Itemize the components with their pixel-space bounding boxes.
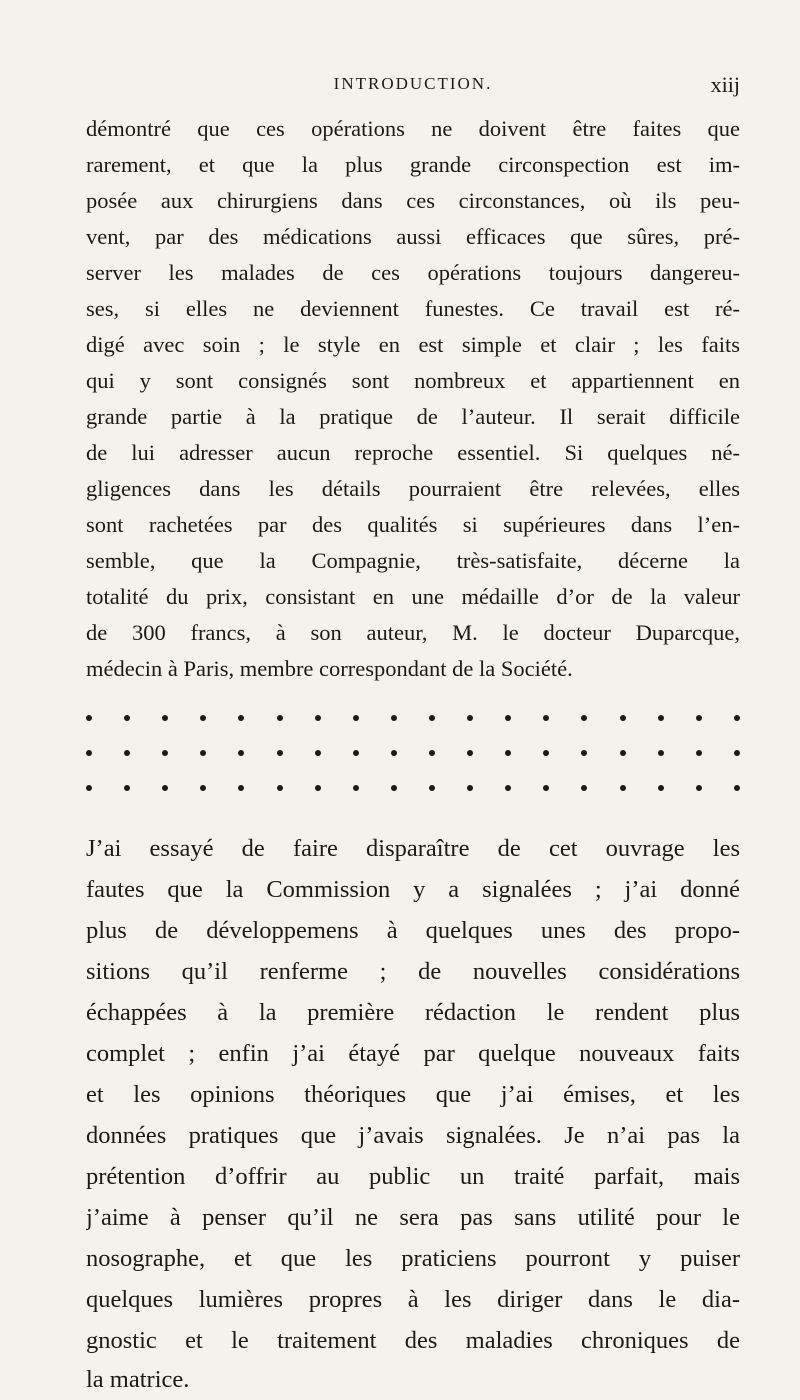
ellipsis-dot	[238, 785, 244, 791]
ellipsis-dot	[200, 785, 206, 791]
ellipsis-row	[86, 747, 740, 759]
ellipsis-dot	[162, 715, 168, 721]
paragraph-line: posée aux chirurgiens dans ces circonstances, où ils peu-	[86, 190, 740, 213]
ellipsis-dot	[581, 750, 587, 756]
paragraph-line: digé avec soin ; le style en est simple et clair ; les faits	[86, 334, 740, 357]
ellipsis-dot	[620, 715, 626, 721]
ellipsis-dot	[429, 785, 435, 791]
paragraph-line: données pratiques que j’avais signalées. Je n’ai pas la	[86, 1124, 740, 1149]
paragraph-line: j’aime à penser qu’il ne sera pas sans utilité pour le	[86, 1206, 740, 1231]
ellipsis-dot	[200, 715, 206, 721]
ellipsis-dot	[467, 785, 473, 791]
ellipsis-dot	[620, 750, 626, 756]
running-head	[86, 72, 740, 102]
paragraph-line: totalité du prix, consistant en une médaille d’or de la valeur	[86, 586, 740, 609]
ellipsis-dot	[429, 750, 435, 756]
ellipsis-dot	[86, 750, 92, 756]
ellipsis-dot	[86, 715, 92, 721]
ellipsis-dot	[505, 785, 511, 791]
ellipsis-dot	[315, 750, 321, 756]
ellipsis-dot	[391, 750, 397, 756]
ellipsis-dot	[734, 715, 740, 721]
ellipsis-dot	[124, 750, 130, 756]
ellipsis-dot	[658, 715, 664, 721]
paragraph-line: fautes que la Commission y a signalées ; j’ai donné	[86, 878, 740, 903]
ellipsis-dot	[620, 785, 626, 791]
paragraph-line: sitions qu’il renferme ; de nouvelles considérations	[86, 960, 740, 985]
ellipsis-dot	[467, 715, 473, 721]
ellipsis-dot	[429, 715, 435, 721]
ellipsis-dot	[86, 785, 92, 791]
paragraph-line: gligences dans les détails pourraient être relevées, elles	[86, 478, 740, 501]
ellipsis-dot	[543, 785, 549, 791]
ellipsis-row	[86, 782, 740, 794]
running-title: INTRODUCTION.	[333, 74, 493, 93]
paragraph-line: de 300 francs, à son auteur, M. le docteur Duparcque,	[86, 622, 740, 645]
paragraph-line: échappées à la première rédaction le rendent plus	[86, 1001, 740, 1026]
paragraph-line: médecin à Paris, membre correspondant de la Société.	[86, 658, 573, 681]
paragraph-line: démontré que ces opérations ne doivent être faites que	[86, 118, 740, 141]
ellipsis-dot	[658, 750, 664, 756]
paragraph-line: sont rachetées par des qualités si supérieures dans l’en-	[86, 514, 740, 537]
paragraph-line: quelques lumières propres à les diriger dans le dia-	[86, 1288, 740, 1313]
paragraph-line: nosographe, et que les praticiens pourront y puiser	[86, 1247, 740, 1272]
ellipsis-dot	[200, 750, 206, 756]
ellipsis-dot	[353, 750, 359, 756]
paragraph-line: rarement, et que la plus grande circonspection est im-	[86, 154, 740, 177]
paragraph-line: prétention d’offrir au public un traité parfait, mais	[86, 1165, 740, 1190]
ellipsis-dot	[277, 750, 283, 756]
ellipsis-dot	[696, 785, 702, 791]
ellipsis-dot	[734, 750, 740, 756]
paragraph-line: J’ai essayé de faire disparaître de cet ouvrage les	[86, 837, 740, 862]
ellipsis-dot	[238, 750, 244, 756]
paragraph-line: plus de développemens à quelques unes des propo-	[86, 919, 740, 944]
ellipsis-dot	[734, 785, 740, 791]
ellipsis-dot	[696, 750, 702, 756]
paragraph-line: gnostic et le traitement des maladies chroniques de	[86, 1329, 740, 1354]
ellipsis-dot	[658, 785, 664, 791]
ellipsis-dot	[353, 715, 359, 721]
ellipsis-dot	[277, 715, 283, 721]
ellipsis-dot	[543, 750, 549, 756]
paragraph-line: de lui adresser aucun reproche essentiel. Si quelques né-	[86, 442, 740, 465]
ellipsis-dot	[277, 785, 283, 791]
paragraph-line: et les opinions théoriques que j’ai émises, et les	[86, 1083, 740, 1108]
ellipsis-dot	[391, 785, 397, 791]
paragraph-line: vent, par des médications aussi efficaces que sûres, pré-	[86, 226, 740, 249]
paragraph-line: la matrice.	[86, 1368, 190, 1393]
paragraph-line: complet ; enfin j’ai étayé par quelque nouveaux faits	[86, 1042, 740, 1067]
ellipsis-dot	[315, 715, 321, 721]
page-number: xiij	[710, 72, 740, 97]
ellipsis-dot	[505, 750, 511, 756]
paragraph-line: semble, que la Compagnie, très-satisfaite, décerne la	[86, 550, 740, 573]
ellipsis-dot	[581, 715, 587, 721]
ellipsis-dot	[124, 785, 130, 791]
ellipsis-dot	[696, 715, 702, 721]
paragraph-line: qui y sont consignés sont nombreux et appartiennent en	[86, 370, 740, 393]
ellipsis-dot	[238, 715, 244, 721]
ellipsis-dot	[543, 715, 549, 721]
ellipsis-dot	[315, 785, 321, 791]
paragraph-line: ses, si elles ne deviennent funestes. Ce travail est ré-	[86, 298, 740, 321]
paragraph-line: grande partie à la pratique de l’auteur. Il serait difficile	[86, 406, 740, 429]
ellipsis-row	[86, 712, 740, 724]
ellipsis-dot	[391, 715, 397, 721]
ellipsis-dot	[353, 785, 359, 791]
ellipsis-dot	[505, 715, 511, 721]
ellipsis-dot	[124, 715, 130, 721]
paragraph-line: server les malades de ces opérations toujours dangereu-	[86, 262, 740, 285]
ellipsis-dot	[162, 785, 168, 791]
ellipsis-dot	[162, 750, 168, 756]
ellipsis-dot	[467, 750, 473, 756]
ellipsis-dot	[581, 785, 587, 791]
